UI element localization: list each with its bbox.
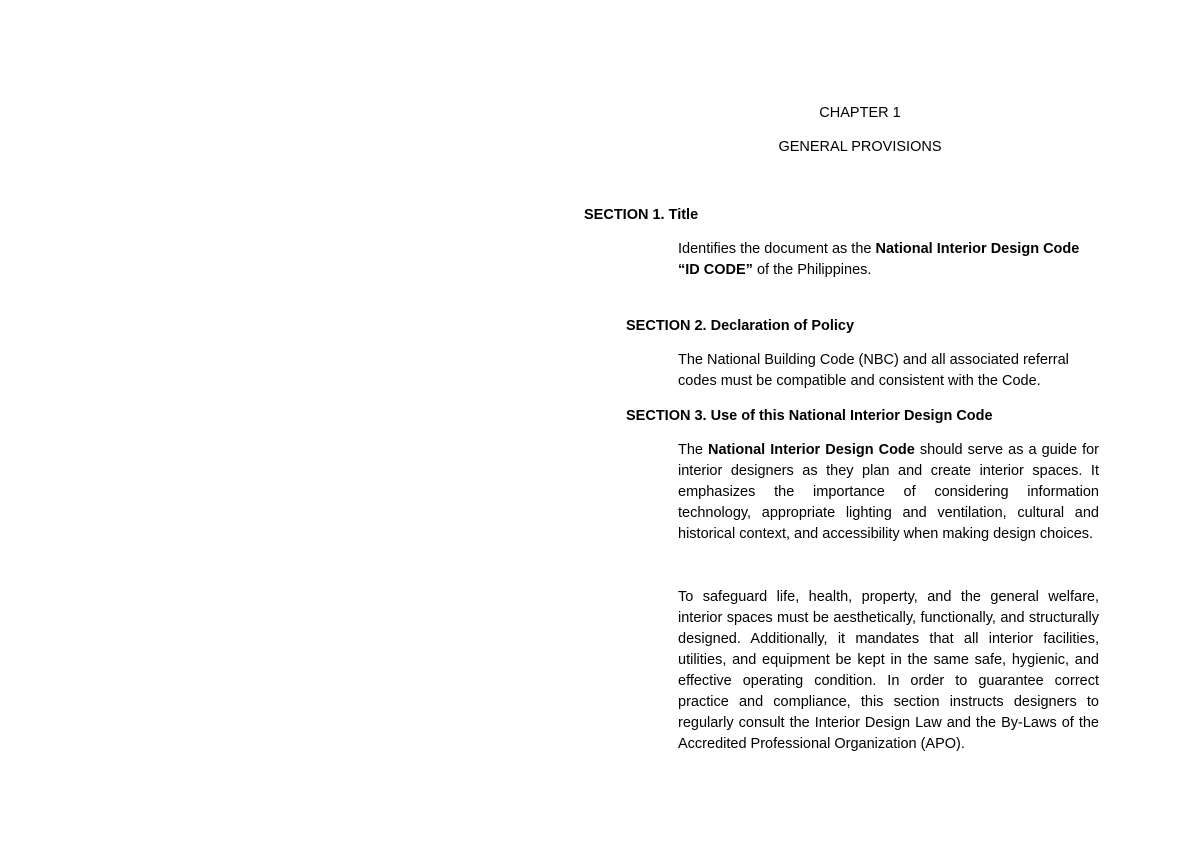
section-1-text-before: Identifies the document as the — [678, 241, 876, 257]
section-2-body: The National Building Code (NBC) and all associated referral codes must be compatible and consistent with the Code. — [678, 352, 1069, 389]
section-3-heading: SECTION 3. Use of this National Interior Design Code — [626, 408, 993, 424]
section-3-paragraph-2: To safeguard life, health, property, and the general welfare, interior spaces must be aesthetically, functionally, and structurally designed. Additionally, it mandates that all interior facilities, utilities, and equipment be kept in the same safe, hygienic, and effective operating condition. In order to guarantee correct practice and compliance, this section instructs designers to regularly consult the Interior Design Law and the By-Laws of the Accredited Professional Organization (APO). — [678, 589, 1099, 752]
chapter-subtitle: GENERAL PROVISIONS — [778, 139, 942, 155]
section-1-heading: SECTION 1. Title — [584, 207, 699, 223]
section-1-id-code: “ID CODE” — [678, 262, 753, 278]
section-1-second-line — [678, 260, 1099, 281]
section-3-p1-before: The — [678, 442, 709, 458]
section-1-body — [678, 239, 1099, 281]
section-3-code-name: National Interior Design Code — [708, 442, 915, 458]
section-3-paragraph-1 — [678, 440, 1099, 545]
section-1-code-name: National Interior Design Code — [875, 241, 1080, 257]
section-1-text-after: of the Philippines. — [752, 262, 872, 278]
section-2-heading: SECTION 2. Declaration of Policy — [626, 318, 855, 334]
section-3-p1-after: should serve as a guide for interior designers as they plan and create interior spaces. It emphasizes the importance of considering information technology, appropriate lighting and ventilation, cultural and historical context, and accessibility when making design choices. — [678, 442, 1099, 542]
chapter-title: CHAPTER 1 — [819, 105, 901, 121]
